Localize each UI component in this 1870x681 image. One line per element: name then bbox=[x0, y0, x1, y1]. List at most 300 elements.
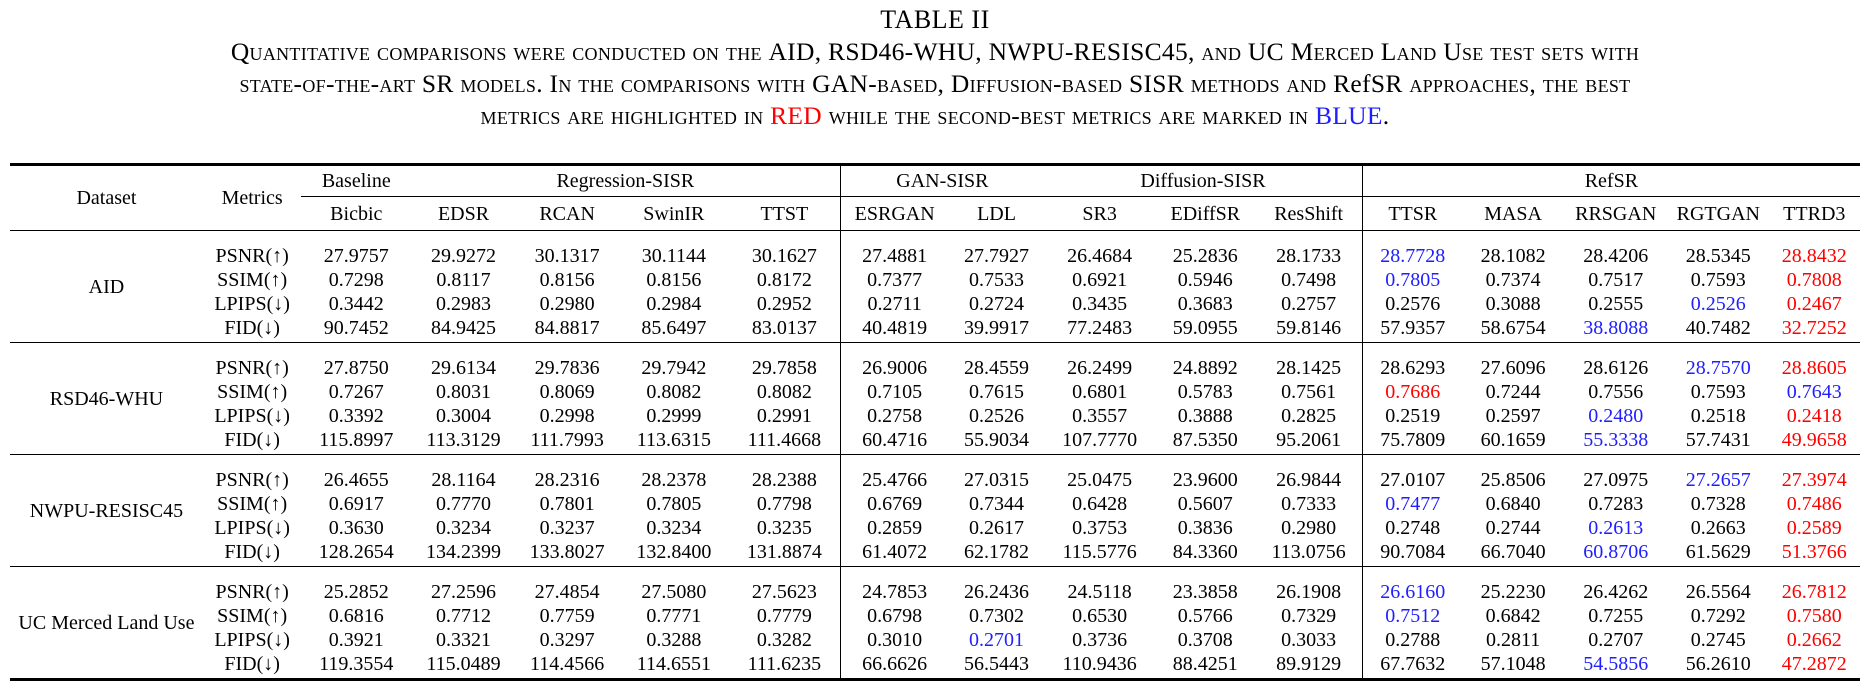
table-cell: 0.6840 bbox=[1485, 493, 1541, 515]
metrics-header: Metrics bbox=[203, 165, 302, 231]
table-cell: 26.2499 bbox=[1044, 343, 1155, 381]
table-cell: 0.2788 bbox=[1385, 629, 1441, 651]
table-row bbox=[10, 652, 1860, 680]
table-cell: 114.4566 bbox=[516, 652, 619, 680]
table-cell: 66.6626 bbox=[840, 652, 949, 680]
table-cell: 0.8156 bbox=[539, 269, 595, 291]
table-cell: 57.9357 bbox=[1380, 317, 1446, 339]
table-cell: 0.7377 bbox=[867, 269, 923, 291]
metric-label: LPIPS(↓) bbox=[214, 517, 290, 539]
table-cell: 0.2526 bbox=[1690, 293, 1746, 315]
table-cell: 39.9917 bbox=[964, 317, 1029, 339]
table-cell: 110.9436 bbox=[1044, 652, 1155, 680]
table-cell: 0.2597 bbox=[1485, 405, 1541, 427]
table-cell: 57.1048 bbox=[1463, 652, 1564, 680]
table-cell: 0.2701 bbox=[969, 629, 1024, 651]
table-cell: 0.3836 bbox=[1177, 517, 1233, 539]
table-cell: 0.2613 bbox=[1588, 517, 1644, 539]
table-cell: 0.8082 bbox=[646, 381, 702, 403]
table-cell: 27.6096 bbox=[1463, 343, 1564, 381]
table-cell: 0.2518 bbox=[1690, 405, 1746, 427]
table-cell: 0.7267 bbox=[328, 381, 384, 403]
table-row bbox=[10, 231, 1860, 269]
table-cell: 0.3442 bbox=[328, 293, 384, 315]
table-cell: 0.3736 bbox=[1072, 629, 1128, 651]
table-cell: 77.2483 bbox=[1067, 317, 1133, 339]
table-cell: 40.4819 bbox=[862, 317, 928, 339]
table-cell: 27.4881 bbox=[840, 231, 949, 269]
table-cell: 0.2991 bbox=[729, 404, 840, 428]
dataset-header: Dataset bbox=[10, 165, 203, 231]
table-cell: 0.2663 bbox=[1690, 517, 1746, 539]
method-header-ediffsr: EDiffSR bbox=[1155, 197, 1256, 231]
table-cell: 0.5946 bbox=[1177, 269, 1233, 291]
table-cell: 0.7643 bbox=[1786, 381, 1842, 403]
caption-line1-a: Quantitative comparisons were conducted on the bbox=[230, 37, 769, 66]
table-cell: 0.3010 bbox=[867, 629, 923, 651]
table-cell: 128.2654 bbox=[318, 541, 394, 563]
table-cell: 0.7533 bbox=[969, 269, 1024, 291]
method-header-ttsr: TTSR bbox=[1362, 197, 1463, 231]
table-cell: 28.6126 bbox=[1563, 343, 1668, 381]
dataset-name: UC Merced Land Use bbox=[10, 567, 203, 680]
caption-line2-b: GAN bbox=[812, 69, 869, 98]
table-cell: 0.6917 bbox=[328, 493, 384, 515]
dataset-name: NWPU-RESISC45 bbox=[10, 455, 203, 567]
table-cell: 28.1082 bbox=[1463, 231, 1564, 269]
metric-label: SSIM(↑) bbox=[217, 493, 288, 515]
table-cell: 119.3554 bbox=[301, 652, 411, 680]
table-cell: 28.8605 bbox=[1769, 343, 1860, 381]
table-row bbox=[10, 316, 1860, 343]
table-cell: 0.6816 bbox=[328, 605, 384, 627]
dataset-name: RSD46-WHU bbox=[10, 343, 203, 455]
table-cell: 51.3766 bbox=[1781, 541, 1847, 563]
table-cell: 26.9844 bbox=[1256, 455, 1363, 493]
table-cell: 0.7770 bbox=[436, 493, 491, 515]
table-cell: 26.4655 bbox=[301, 455, 411, 493]
table-cell: 0.7105 bbox=[867, 381, 923, 403]
caption-line2-g: approaches, the best bbox=[1402, 69, 1631, 98]
caption-line2-a: state-of-the-art SR models. In the comparisons with bbox=[239, 69, 813, 98]
table-row bbox=[10, 540, 1860, 567]
table-body bbox=[10, 165, 1860, 680]
table-cell: 0.2825 bbox=[1256, 404, 1363, 428]
metric-label: PSNR(↑) bbox=[203, 343, 302, 381]
table-cell: 0.7283 bbox=[1588, 493, 1644, 515]
table-cell: 0.7512 bbox=[1385, 605, 1441, 627]
table-cell: 60.8706 bbox=[1583, 541, 1649, 563]
table-cell: 0.7344 bbox=[969, 493, 1024, 515]
group-baseline bbox=[301, 165, 411, 197]
table-cell: 90.7452 bbox=[323, 317, 389, 339]
table-cell: 0.2980 bbox=[1256, 516, 1363, 540]
table-cell: 84.3360 bbox=[1172, 541, 1238, 563]
table-cell: 0.3004 bbox=[436, 405, 491, 427]
table-cell: 30.1317 bbox=[516, 231, 619, 269]
table-cell: 57.7431 bbox=[1685, 429, 1751, 451]
table-cell: 83.0137 bbox=[729, 316, 840, 343]
table-cell: 0.3288 bbox=[646, 629, 702, 651]
table-cell: 29.7836 bbox=[516, 343, 619, 381]
table-cell: 0.8031 bbox=[436, 381, 491, 403]
table-cell: 0.2983 bbox=[436, 293, 491, 315]
table-cell: 89.9129 bbox=[1256, 652, 1363, 680]
table-row bbox=[10, 380, 1860, 404]
metric-label: LPIPS(↓) bbox=[214, 405, 290, 427]
table-cell: 0.7580 bbox=[1786, 605, 1842, 627]
table-cell: 0.6921 bbox=[1072, 269, 1128, 291]
table-cell: 26.6160 bbox=[1362, 567, 1463, 605]
method-header-ttst: TTST bbox=[729, 197, 840, 231]
group-gan-label: GAN-SISR bbox=[896, 170, 989, 192]
table-cell: 27.9757 bbox=[301, 231, 411, 269]
table-cell: 66.7040 bbox=[1480, 541, 1546, 563]
table-cell: 54.5856 bbox=[1563, 652, 1668, 680]
table-row bbox=[10, 567, 1860, 605]
table-cell: 27.5080 bbox=[618, 567, 729, 605]
table-cell: 27.3974 bbox=[1769, 455, 1860, 493]
table-cell: 59.0955 bbox=[1172, 317, 1238, 339]
table-cell: 27.2657 bbox=[1668, 455, 1769, 493]
table-cell: 59.8146 bbox=[1256, 316, 1363, 343]
metric-label: PSNR(↑) bbox=[203, 567, 302, 605]
method-header-edsr: EDSR bbox=[411, 197, 516, 231]
table-cell: 56.5443 bbox=[949, 652, 1044, 680]
table-cell: 95.2061 bbox=[1256, 428, 1363, 455]
table-cell: 25.0475 bbox=[1044, 455, 1155, 493]
table-cell: 28.1733 bbox=[1256, 231, 1363, 269]
table-cell: 25.8506 bbox=[1463, 455, 1564, 493]
table-cell: 0.7477 bbox=[1385, 493, 1441, 515]
table-cell: 29.7858 bbox=[729, 343, 840, 381]
metric-label: SSIM(↑) bbox=[217, 269, 288, 291]
metric-label: FID(↓) bbox=[224, 541, 280, 563]
table-cell: 55.9034 bbox=[964, 429, 1029, 451]
table-cell: 0.8156 bbox=[646, 269, 702, 291]
table-row bbox=[10, 628, 1860, 652]
table-cell: 0.2707 bbox=[1588, 629, 1644, 651]
table-cell: 113.6315 bbox=[636, 429, 711, 451]
table-cell: 113.3129 bbox=[426, 429, 501, 451]
caption-line3-b: while the second-best metrics are marked in bbox=[822, 101, 1315, 130]
table-cell: 0.7593 bbox=[1690, 381, 1746, 403]
table-cell: 24.5118 bbox=[1044, 567, 1155, 605]
caption-text bbox=[10, 36, 1860, 132]
group-baseline-label: Baseline bbox=[321, 170, 391, 192]
metric-label: LPIPS(↓) bbox=[214, 293, 290, 315]
table-cell: 0.7615 bbox=[969, 381, 1024, 403]
table-cell: 0.8082 bbox=[729, 380, 840, 404]
table-cell: 0.2662 bbox=[1786, 629, 1842, 651]
table-cell: 58.6754 bbox=[1480, 317, 1546, 339]
table-cell: 0.3630 bbox=[328, 517, 384, 539]
table-cell: 28.7570 bbox=[1668, 343, 1769, 381]
table-cell: 61.5629 bbox=[1685, 541, 1751, 563]
table-row bbox=[10, 604, 1860, 628]
table-cell: 0.2980 bbox=[539, 293, 595, 315]
table-cell: 56.2610 bbox=[1668, 652, 1769, 680]
table-cell: 0.2859 bbox=[867, 517, 923, 539]
caption-line3-a: metrics are highlighted in bbox=[480, 101, 771, 130]
table-row bbox=[10, 343, 1860, 381]
table-cell: 29.6134 bbox=[411, 343, 516, 381]
table-cell: 27.0107 bbox=[1362, 455, 1463, 493]
table-row bbox=[10, 516, 1860, 540]
metric-label: FID(↓) bbox=[224, 429, 280, 451]
table-cell: 0.3297 bbox=[539, 629, 595, 651]
table-cell: 25.2230 bbox=[1463, 567, 1564, 605]
table-row bbox=[10, 455, 1860, 493]
group-refsr bbox=[1362, 165, 1860, 197]
table-cell: 0.7712 bbox=[436, 605, 491, 627]
table-cell: 0.7302 bbox=[969, 605, 1024, 627]
table-cell: 25.2852 bbox=[301, 567, 411, 605]
caption-red-word: RED bbox=[770, 101, 823, 130]
table-cell: 0.7808 bbox=[1786, 269, 1842, 291]
table-cell: 0.2952 bbox=[729, 292, 840, 316]
table-cell: 0.3033 bbox=[1256, 628, 1363, 652]
table-cell: 0.7801 bbox=[539, 493, 595, 515]
method-header-bicbic: Bicbic bbox=[301, 197, 411, 231]
table-cell: 0.2555 bbox=[1588, 293, 1644, 315]
table-cell: 0.7374 bbox=[1485, 269, 1541, 291]
table-cell: 0.2724 bbox=[969, 293, 1024, 315]
table-cell: 88.4251 bbox=[1155, 652, 1256, 680]
table-cell: 87.5350 bbox=[1172, 429, 1238, 451]
method-header-rcan: RCAN bbox=[516, 197, 619, 231]
table-cell: 28.2388 bbox=[729, 455, 840, 493]
table-cell: 0.2711 bbox=[867, 293, 922, 315]
metric-label: SSIM(↑) bbox=[217, 605, 288, 627]
table-cell: 26.7812 bbox=[1769, 567, 1860, 605]
table-cell: 30.1627 bbox=[729, 231, 840, 269]
table-cell: 26.5564 bbox=[1668, 567, 1769, 605]
caption-line2-e: methods and bbox=[1184, 69, 1334, 98]
table-row bbox=[10, 404, 1860, 428]
table-cell: 0.2811 bbox=[1485, 629, 1541, 651]
table-cell: 0.7805 bbox=[646, 493, 702, 515]
table-cell: 115.0489 bbox=[411, 652, 516, 680]
table-cell: 27.0315 bbox=[949, 455, 1044, 493]
caption-line2-d: SISR bbox=[1129, 69, 1185, 98]
table-cell: 0.2519 bbox=[1385, 405, 1441, 427]
table-cell: 28.8432 bbox=[1769, 231, 1860, 269]
method-header-esrgan: ESRGAN bbox=[840, 197, 949, 231]
caption-line2-c: -based, Diffusion-based bbox=[868, 69, 1130, 98]
table-cell: 25.4766 bbox=[840, 455, 949, 493]
group-regression-label: Regression-SISR bbox=[556, 170, 695, 192]
table-cell: 29.7942 bbox=[618, 343, 729, 381]
table-cell: 26.1908 bbox=[1256, 567, 1363, 605]
table-cell: 90.7084 bbox=[1380, 541, 1446, 563]
method-header-ttrd3: TTRD3 bbox=[1769, 197, 1860, 231]
table-cell: 85.6497 bbox=[641, 317, 707, 339]
table-cell: 0.3753 bbox=[1072, 517, 1128, 539]
table-cell: 28.1425 bbox=[1256, 343, 1363, 381]
table-cell: 28.4559 bbox=[949, 343, 1044, 381]
table-cell: 0.7805 bbox=[1385, 269, 1441, 291]
comparison-table bbox=[10, 163, 1860, 681]
table-cell: 0.2480 bbox=[1588, 405, 1644, 427]
table-cell: 111.4668 bbox=[729, 428, 840, 455]
table-cell: 0.6801 bbox=[1072, 381, 1128, 403]
table-cell: 84.9425 bbox=[431, 317, 496, 339]
table-cell: 0.2999 bbox=[646, 405, 702, 427]
group-diffusion-label: Diffusion-SISR bbox=[1140, 170, 1266, 192]
table-cell: 40.7482 bbox=[1685, 317, 1751, 339]
table-cell: 0.6530 bbox=[1072, 605, 1128, 627]
table-cell: 0.2984 bbox=[646, 293, 702, 315]
table-cell: 26.2436 bbox=[949, 567, 1044, 605]
table-cell: 0.8069 bbox=[539, 381, 595, 403]
table-cell: 133.8027 bbox=[529, 541, 605, 563]
table-row bbox=[10, 492, 1860, 516]
table-cell: 0.6428 bbox=[1072, 493, 1128, 515]
table-cell: 0.7593 bbox=[1690, 269, 1746, 291]
table-cell: 0.7329 bbox=[1256, 604, 1363, 628]
table-cell: 107.7770 bbox=[1062, 429, 1138, 451]
method-header-resshift: ResShift bbox=[1256, 197, 1363, 231]
table-cell: 0.2744 bbox=[1485, 517, 1541, 539]
table-cell: 26.9006 bbox=[840, 343, 949, 381]
table-number: TABLE II bbox=[880, 5, 990, 34]
table-cell: 0.6769 bbox=[867, 493, 923, 515]
caption-blue-word: BLUE bbox=[1315, 101, 1383, 130]
table-cell: 0.2467 bbox=[1786, 293, 1842, 315]
table-cell: 28.2316 bbox=[516, 455, 619, 493]
table-cell: 0.3088 bbox=[1485, 293, 1541, 315]
table-row bbox=[10, 292, 1860, 316]
table-cell: 0.7561 bbox=[1256, 380, 1363, 404]
table-cell: 111.7993 bbox=[530, 429, 604, 451]
table-cell: 0.8172 bbox=[729, 268, 840, 292]
table-cell: 26.4262 bbox=[1563, 567, 1668, 605]
table-cell: 0.7255 bbox=[1588, 605, 1644, 627]
caption-line3-c: . bbox=[1382, 101, 1390, 130]
table-cell: 84.8817 bbox=[534, 317, 600, 339]
table-cell: 0.7498 bbox=[1256, 268, 1363, 292]
table-cell: 30.1144 bbox=[618, 231, 729, 269]
method-header-rrsgan: RRSGAN bbox=[1563, 197, 1668, 231]
table-row bbox=[10, 428, 1860, 455]
table-cell: 67.7632 bbox=[1362, 652, 1463, 680]
method-header-sr3: SR3 bbox=[1044, 197, 1155, 231]
table-cell: 0.6798 bbox=[867, 605, 923, 627]
table-cell: 28.5345 bbox=[1668, 231, 1769, 269]
method-header-masa: MASA bbox=[1463, 197, 1564, 231]
table-cell: 29.9272 bbox=[411, 231, 516, 269]
method-header-swinir: SwinIR bbox=[618, 197, 729, 231]
table-cell: 32.7252 bbox=[1781, 317, 1847, 339]
method-header-ldl: LDL bbox=[949, 197, 1044, 231]
table-caption bbox=[0, 0, 1870, 132]
table-cell: 113.0756 bbox=[1256, 540, 1363, 567]
table-cell: 0.2998 bbox=[539, 405, 595, 427]
table-cell: 0.8117 bbox=[436, 269, 491, 291]
table-cell: 0.3235 bbox=[729, 516, 840, 540]
table-cell: 0.2576 bbox=[1385, 293, 1441, 315]
table-cell: 0.3234 bbox=[436, 517, 491, 539]
table-cell: 27.8750 bbox=[301, 343, 411, 381]
method-header-rgtgan: RGTGAN bbox=[1668, 197, 1769, 231]
table-cell: 49.9658 bbox=[1781, 429, 1847, 451]
table-cell: 0.2617 bbox=[969, 517, 1024, 539]
metric-label: LPIPS(↓) bbox=[214, 629, 290, 651]
table-cell: 27.7927 bbox=[949, 231, 1044, 269]
table-cell: 111.6235 bbox=[729, 652, 840, 680]
table-cell: 27.2596 bbox=[411, 567, 516, 605]
table-cell: 62.1782 bbox=[964, 541, 1029, 563]
table-cell: 61.4072 bbox=[862, 541, 928, 563]
table-row bbox=[10, 268, 1860, 292]
metric-label: PSNR(↑) bbox=[203, 455, 302, 493]
table-cell: 23.3858 bbox=[1155, 567, 1256, 605]
table-cell: 0.6842 bbox=[1485, 605, 1541, 627]
table-cell: 0.2418 bbox=[1786, 405, 1842, 427]
table-cell: 60.4716 bbox=[862, 429, 928, 451]
table-cell: 0.5783 bbox=[1177, 381, 1233, 403]
table-cell: 0.3888 bbox=[1177, 405, 1233, 427]
table-cell: 0.3321 bbox=[436, 629, 491, 651]
table-cell: 0.3557 bbox=[1072, 405, 1128, 427]
table-cell: 0.5766 bbox=[1177, 605, 1233, 627]
table-cell: 132.8400 bbox=[636, 541, 712, 563]
table-cell: 28.2378 bbox=[618, 455, 729, 493]
table-cell: 0.3435 bbox=[1072, 293, 1128, 315]
table-cell: 0.7244 bbox=[1485, 381, 1541, 403]
table-cell: 28.6293 bbox=[1362, 343, 1463, 381]
metric-label: FID(↓) bbox=[203, 652, 302, 680]
table-cell: 114.6551 bbox=[618, 652, 729, 680]
table-cell: 0.7798 bbox=[729, 492, 840, 516]
table-cell: 131.8874 bbox=[729, 540, 840, 567]
metric-label: PSNR(↑) bbox=[203, 231, 302, 269]
table-cell: 0.2526 bbox=[969, 405, 1024, 427]
table-cell: 24.7853 bbox=[840, 567, 949, 605]
table-cell: 47.2872 bbox=[1769, 652, 1860, 680]
table-cell: 0.3392 bbox=[328, 405, 384, 427]
table-cell: 0.7771 bbox=[646, 605, 702, 627]
table-cell: 0.7686 bbox=[1385, 381, 1441, 403]
table-cell: 28.1164 bbox=[411, 455, 516, 493]
table-cell: 27.0975 bbox=[1563, 455, 1668, 493]
table-cell: 0.3234 bbox=[646, 517, 702, 539]
table-cell: 75.7809 bbox=[1380, 429, 1446, 451]
table-cell: 0.2757 bbox=[1256, 292, 1363, 316]
table-cell: 0.7333 bbox=[1256, 492, 1363, 516]
table-cell: 0.2745 bbox=[1690, 629, 1746, 651]
table-cell: 38.8088 bbox=[1583, 317, 1649, 339]
table-cell: 24.8892 bbox=[1155, 343, 1256, 381]
table-cell: 26.4684 bbox=[1044, 231, 1155, 269]
table-cell: 115.8997 bbox=[319, 429, 394, 451]
table-cell: 28.4206 bbox=[1563, 231, 1668, 269]
table-cell: 55.3338 bbox=[1583, 429, 1649, 451]
group-refsr-label: RefSR bbox=[1584, 170, 1639, 192]
table-cell: 60.1659 bbox=[1480, 429, 1546, 451]
table-cell: 0.7517 bbox=[1588, 269, 1644, 291]
caption-line1-b: AID, RSD46-WHU, NWPU-RESISC45, bbox=[768, 37, 1195, 66]
group-regression bbox=[411, 165, 840, 197]
table-cell: 115.5776 bbox=[1062, 541, 1137, 563]
table-cell: 0.3708 bbox=[1177, 629, 1233, 651]
table-cell: 0.7328 bbox=[1690, 493, 1746, 515]
table-cell: 23.9600 bbox=[1155, 455, 1256, 493]
table-cell: 0.3282 bbox=[729, 628, 840, 652]
table-cell: 0.7292 bbox=[1690, 605, 1746, 627]
table-cell: 0.5607 bbox=[1177, 493, 1233, 515]
